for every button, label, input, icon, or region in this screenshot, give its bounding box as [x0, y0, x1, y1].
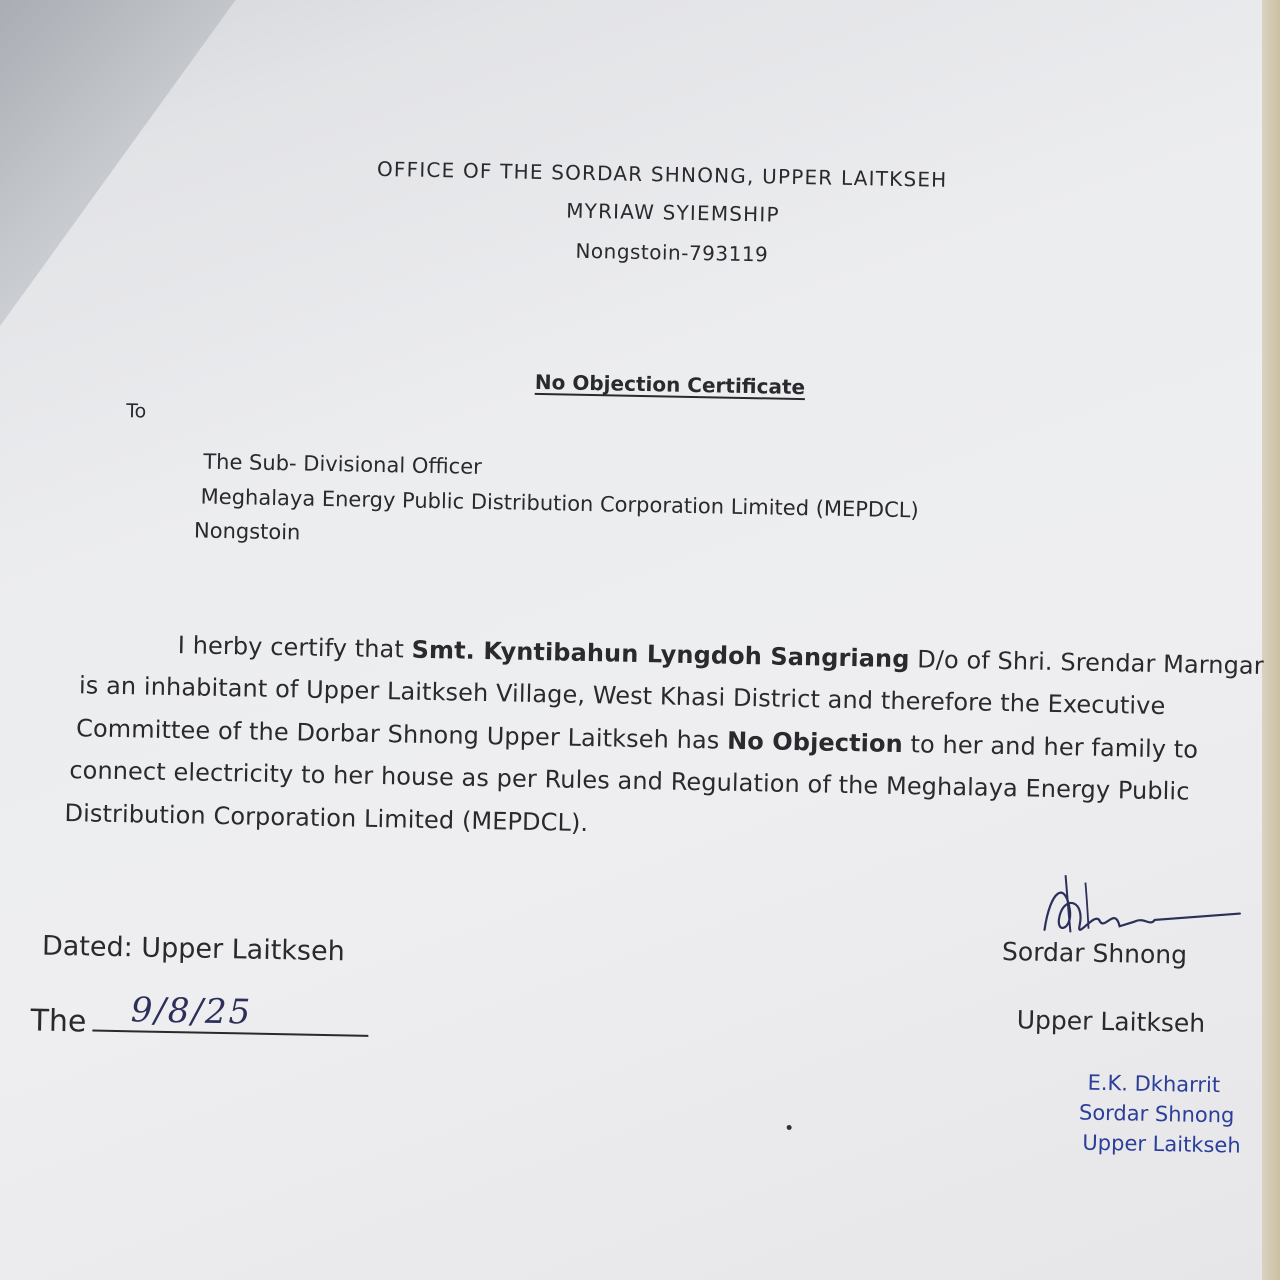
recipient-line-1: The Sub- Divisional Officer [203, 449, 482, 479]
body-line-1 [178, 631, 1264, 680]
applicant-name: Smt. Kyntibahun Lyngdoh Sangriang [411, 635, 910, 674]
body-text: Committee of the Dorbar Shnong Upper Laitkseh has [75, 714, 728, 755]
recipient-line-2: Meghalaya Energy Public Distribution Corporation Limited (MEPDCL) [200, 484, 919, 523]
ink-dot [787, 1125, 792, 1130]
recipient-line-3: Nongstoin [193, 518, 301, 545]
body-text: to her and her family to [902, 730, 1199, 764]
body-text: D/o of Shri. Srendar Marngar [909, 645, 1265, 680]
certificate-title: No Objection Certificate [534, 369, 806, 400]
to-label: To [126, 400, 147, 423]
stamp-name: E.K. Dkharrit [1087, 1070, 1221, 1098]
body-text: I herby certify that [177, 631, 412, 664]
office-title: OFFICE OF THE SORDAR SHNONG, UPPER LAITKSEH [376, 156, 948, 192]
office-subtitle: MYRIAW SYIEMSHIP [566, 198, 781, 227]
stamp-title: Sordar Shnong [1078, 1100, 1235, 1128]
body-line-2: is an inhabitant of Upper Laitkseh Village, West Khasi District and therefore the Executive [78, 671, 1166, 721]
signatory-place: Upper Laitkseh [1016, 1005, 1206, 1038]
stamp-place: Upper Laitkseh [1082, 1130, 1241, 1158]
body-line-3 [76, 714, 1198, 764]
date-label: The [30, 1003, 87, 1040]
signatory-title: Sordar Shnong [1001, 937, 1188, 970]
office-pincode: Nongstoin-793119 [575, 238, 769, 267]
no-objection-emphasis: No Objection [726, 726, 904, 759]
body-line-4: connect electricity to her house as per Rules and Regulation of the Meghalaya Energy Public [69, 756, 1190, 806]
dated-place: Dated: Upper Laitkseh [41, 930, 346, 968]
handwritten-date: 9/8/25 [130, 990, 253, 1033]
body-line-5: Distribution Corporation Limited (MEPDCL). [64, 798, 589, 838]
